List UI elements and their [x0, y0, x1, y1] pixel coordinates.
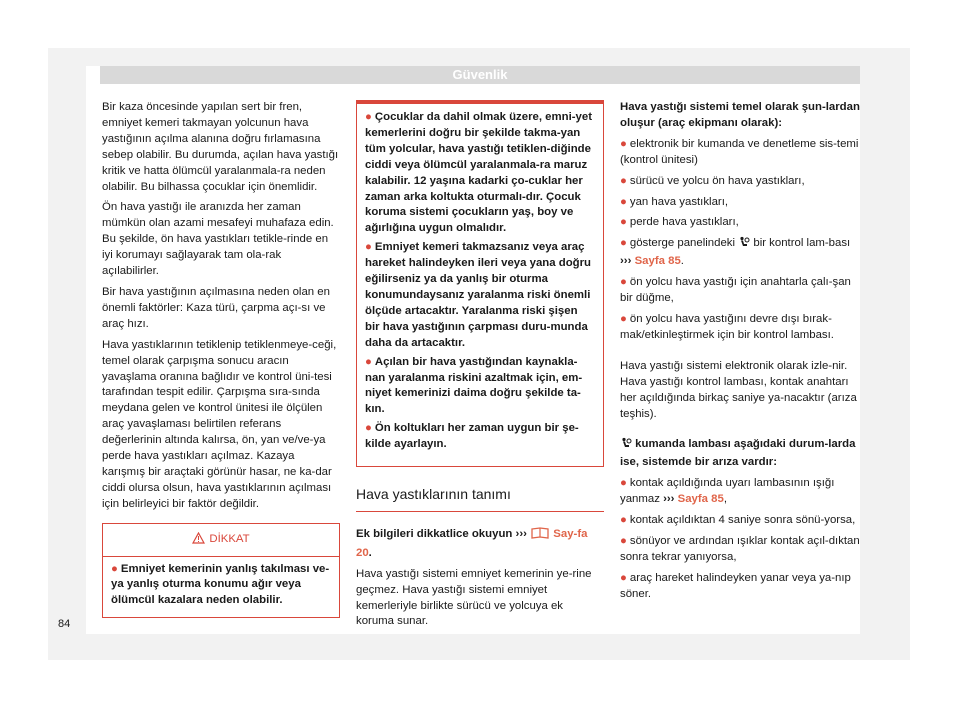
bullet-dot-icon: ● [365, 422, 372, 435]
link-arrow-icon: ››› [515, 527, 527, 540]
list-item: ● yan hava yastıkları, [620, 195, 729, 208]
bullet-dot-icon: ● [620, 571, 627, 584]
list-item: ● perde hava yastıkları, [620, 216, 739, 229]
intro-line: Ek bilgileri dikkatlice okuyun ››› Say-fa 20. [356, 527, 588, 559]
subheading: kumanda lambası aşağıdaki durum-larda ise, sistemde bir arıza vardır: [620, 438, 856, 469]
list-item: ● elektronik bir kumanda ve denetleme sis-temi (kontrol ünitesi) [620, 137, 859, 166]
warning-item: ● Emniyet kemerinin yanlış takılması ve-ya yanlış oturma konumu ağır veya ölümcül kazalara neden olabilir. [111, 562, 330, 607]
page-number: 84 [58, 618, 71, 630]
bullet-dot-icon: ● [111, 562, 118, 575]
bullet-dot-icon: ● [620, 195, 627, 208]
bullet-dot-icon: ● [365, 355, 372, 368]
subheading: Hava yastığı sistemi temel olarak şun-lardan oluşur (araç ekipmanı olarak): [620, 101, 860, 129]
list-item: ● kontak açıldıktan 4 saniye sonra sönü-yorsa, [620, 514, 856, 527]
warning-item: ● Ön koltukları her zaman uygun bir şe-kilde ayarlayın. [365, 422, 579, 451]
list-item: ● sürücü ve yolcu ön hava yastıkları, [620, 174, 805, 187]
column-middle [356, 100, 604, 635]
bullet-dot-icon: ● [620, 137, 627, 150]
bullet-dot-icon: ● [365, 111, 372, 123]
list-item: ● ön yolcu hava yastığı için anahtarla çalı-şan bir düğme, [620, 276, 851, 305]
bullet-dot-icon: ● [620, 534, 627, 547]
bullet-dot-icon: ● [620, 276, 627, 289]
bullet-dot-icon: ● [620, 237, 627, 250]
section-title: Hava yastıklarının tanımı [356, 487, 604, 512]
bullet-dot-icon: ● [620, 216, 627, 229]
warning-box-continued [356, 100, 604, 467]
warning-item: ● Açılan bir hava yastığından kaynakla-nan yaralanma riskini azaltmak için, em-niyet kemerinizi daima doğru şekilde ta-kın. [365, 355, 583, 416]
page-link[interactable]: Sayfa 85 [677, 493, 724, 506]
list-item: ● ön yolcu hava yastığını devre dışı bırak-mak/etkinleştirmek için bir kontrol lambası. [620, 312, 834, 341]
warning-header [103, 524, 339, 557]
page-link[interactable]: Sayfa 85 [634, 255, 681, 268]
paragraph: Hava yastıklarının tetiklenip tetiklenmeye-ceği, temel olarak çarpışma sonucu aracın yavaşlama oranına bağlıdır ve kontrol üni-tesi tarafından tespit edilir. Çarpışma sıra-sında meydana gelen ve kontrol ünitesi ile ölçülen araç yavaşlaması belirtilen referans değerlerinin altında kalırsa, ön, yan ve/ve-ya perde hava yastıkları açılmaz. Kazaya karışmış bir araçtaki görünür hasar, ne ka-dar ciddi olursa olsun, hava yastıklarının açılması için belirleyici bir faktör değildir. [102, 338, 337, 510]
column-left [102, 100, 340, 618]
bullet-dot-icon: ● [365, 241, 372, 254]
bullet-dot-icon: ● [620, 477, 627, 490]
page-link[interactable]: Say-fa 20 [356, 527, 588, 559]
bullet-dot-icon: ● [620, 312, 627, 325]
book-icon [530, 526, 550, 546]
page-header: Güvenlik [100, 66, 860, 84]
paragraph: Ön hava yastığı ile aranızda her zaman mümkün olan azami mesafeyi muhafaza edin. Bu şekilde, ön hava yastıkları tetikle-rinde en iyi korumayı sağlayarak tam ola-rak açılabilirler. [102, 201, 334, 278]
warning-triangle-icon [192, 532, 205, 550]
paragraph: Bir hava yastığının açılmasına neden olan en önemli faktörler: Kaza türü, çarpma açı-sı ve araç hızı. [102, 285, 330, 330]
list-item: ● araç hareket halindeyken yanar veya ya-nıp söner. [620, 571, 851, 600]
link-arrow-icon: ››› [620, 255, 632, 268]
paragraph: Hava yastığı sistemi emniyet kemerinin ye-rine geçmez. Hava yastığı sistemi emniyet kemerleriyle birlikte sürücü ve yolcuya ek koruma sunar. [356, 567, 592, 628]
bullet-dot-icon: ● [620, 514, 627, 527]
paragraph: Hava yastığı sistemi elektronik olarak izle-nir. Hava yastığı kontrol lambası, kontak anahtarı her açıldığında birkaç saniye ya-nacaktır (arıza teşhis). [620, 359, 857, 420]
paragraph: Bir kaza öncesinde yapılan sert bir fren, emniyet kemeri takmayan yolcunun hava yastığının açılma alanına doğru fırlamasına sebep olabilir. Bu durumda, açılan hava yastığı kritik ve hatta ölümcül yaralanmala-ra neden olabilir. Bu bilhassa çocuklar için önemlidir. [102, 101, 339, 193]
airbag-lamp-icon [738, 236, 750, 254]
warning-item: ● Çocuklar da dahil olmak üzere, emni-yet kemerlerini doğru bir şekilde takma-yan tüm yolcular, hava yastığı tetiklen-diğinde ciddi veya ölümcül yaralanmala-ra maruz kalabilir. 12 yaşına kadarki ço-cuklar her zaman arka koltukta oturmalı-dır. Çocuk koruma sistemi çocukların yaş, boy ve ağırlığına uygun olmalıdır. [365, 111, 593, 235]
list-item: ● kontak açıldığında uyarı lambasının ışığı yanmaz ››› Sayfa 85, [620, 477, 835, 506]
airbag-lamp-icon [620, 437, 632, 455]
bullet-dot-icon: ● [620, 174, 627, 187]
warning-box [102, 523, 340, 619]
link-arrow-icon: ››› [663, 493, 675, 506]
list-item: ● sönüyor ve ardından ışıklar kontak açıl-dıktan sonra tekrar yanıyorsa, [620, 534, 860, 563]
warning-item: ● Emniyet kemeri takmazsanız veya araç hareket halindeyken ileri veya yana doğru eğilirseniz ya da yanlış bir oturma konumundaysanız yaralanma riski önemli ölçüde artacaktır. Yaralanma riski şişen bir hava yastığının çarpması duru-munda daha da artacaktır. [365, 241, 592, 349]
column-right [620, 100, 860, 608]
list-item: ● gösterge panelindeki bir kontrol lam-bası ››› Sayfa 85. [620, 237, 851, 268]
warning-title: DİKKAT [209, 532, 250, 545]
